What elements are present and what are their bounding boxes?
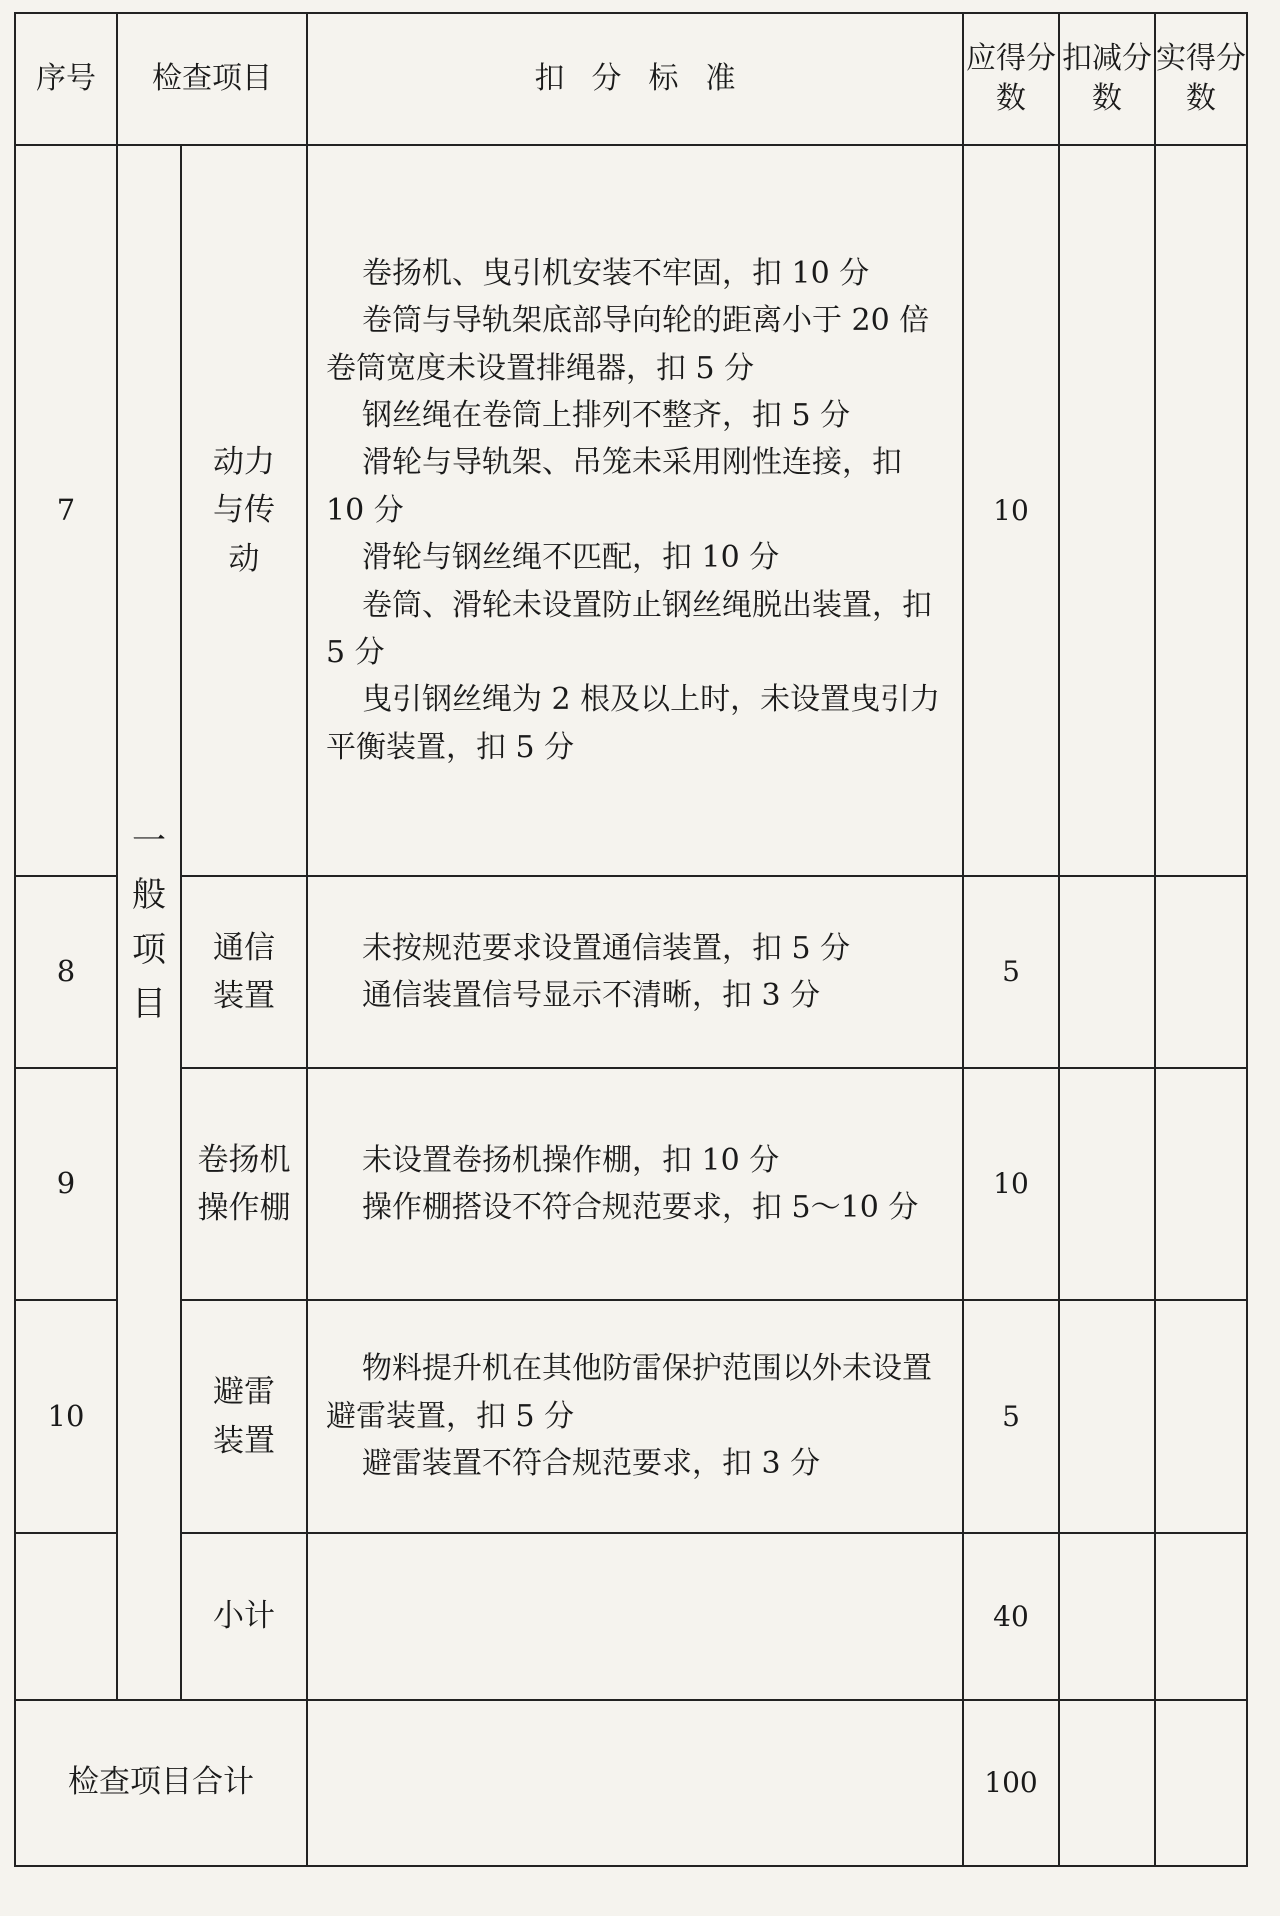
row-actual-score — [1155, 1068, 1247, 1300]
row-item — [181, 1300, 307, 1533]
row-deduct-score — [1059, 876, 1155, 1068]
row-item-text: 卷扬机操作棚 — [197, 1141, 291, 1226]
standard-line: 避雷装置不符合规范要求，扣 3 分 — [362, 1446, 821, 1482]
header-actual-score: 实得分数 — [1155, 13, 1247, 145]
category-char: 目 — [132, 983, 166, 1024]
standard-line: 曳引钢丝绳为 2 根及以上时，未设置曳引力平衡装置，扣 5 分 — [326, 682, 941, 765]
row-standards — [307, 145, 963, 876]
total-deduct — [1059, 1700, 1155, 1866]
subtotal-score: 40 — [963, 1533, 1059, 1700]
category-cell — [117, 145, 181, 1700]
row-due-score: 10 — [963, 145, 1059, 876]
table-row — [15, 1300, 1247, 1533]
total-label: 检查项目合计 — [15, 1700, 307, 1866]
standard-line: 操作棚搭设不符合规范要求，扣 5～10 分 — [362, 1190, 919, 1225]
total-actual — [1155, 1700, 1247, 1866]
subtotal-standards — [307, 1533, 963, 1700]
standard-line: 卷筒、滑轮未设置防止钢丝绳脱出装置，扣 5 分 — [326, 587, 932, 670]
header-deduct-score: 扣减分数 — [1059, 13, 1155, 145]
row-actual-score — [1155, 876, 1247, 1068]
row-standards — [307, 1068, 963, 1300]
standard-line: 通信装置信号显示不清晰，扣 3 分 — [362, 978, 821, 1013]
row-actual-score — [1155, 1300, 1247, 1533]
row-due-score: 10 — [963, 1068, 1059, 1300]
standard-line: 卷扬机、曳引机安装不牢固，扣 10 分 — [362, 255, 870, 291]
table-row — [15, 1068, 1247, 1300]
row-standards — [307, 1300, 963, 1533]
row-actual-score — [1155, 145, 1247, 876]
subtotal-actual — [1155, 1533, 1247, 1700]
category-char: 般 — [132, 875, 166, 916]
row-seq: 8 — [15, 876, 117, 1068]
subtotal-seq — [15, 1533, 117, 1700]
standard-line: 钢丝绳在卷筒上排列不整齐，扣 5 分 — [362, 398, 851, 434]
row-seq: 9 — [15, 1068, 117, 1300]
standard-line: 未按规范要求设置通信装置，扣 5 分 — [362, 930, 851, 966]
row-deduct-score — [1059, 1300, 1155, 1533]
row-due-score: 5 — [963, 1300, 1059, 1533]
standard-line: 物料提升机在其他防雷保护范围以外未设置避雷装置，扣 5 分 — [326, 1351, 932, 1434]
total-score: 100 — [963, 1700, 1059, 1866]
inspection-table — [14, 12, 1248, 1867]
row-item — [181, 145, 307, 876]
row-due-score: 5 — [963, 876, 1059, 1068]
category-label — [118, 814, 180, 1032]
row-item — [181, 1068, 307, 1300]
row-item-text: 动力与传动 — [213, 444, 275, 577]
row-standards — [307, 876, 963, 1068]
row-deduct-score — [1059, 145, 1155, 876]
total-row — [15, 1700, 1247, 1866]
row-item-text: 避雷装置 — [213, 1374, 275, 1459]
total-standards — [307, 1700, 963, 1866]
row-seq: 10 — [15, 1300, 117, 1533]
header-due-score: 应得分数 — [963, 13, 1059, 145]
standard-line: 滑轮与导轨架、吊笼未采用刚性连接，扣 10 分 — [326, 445, 902, 528]
subtotal-label: 小计 — [181, 1533, 307, 1700]
row-seq: 7 — [15, 145, 117, 876]
row-deduct-score — [1059, 1068, 1155, 1300]
header-item: 检查项目 — [117, 13, 307, 145]
row-item — [181, 876, 307, 1068]
category-char: 项 — [132, 929, 166, 970]
table-row — [15, 876, 1247, 1068]
header-seq: 序号 — [15, 13, 117, 145]
header-row — [15, 13, 1247, 145]
standard-line: 未设置卷扬机操作棚，扣 10 分 — [362, 1142, 780, 1178]
standard-line: 滑轮与钢丝绳不匹配，扣 10 分 — [362, 540, 780, 576]
row-item-text: 通信装置 — [213, 929, 275, 1014]
subtotal-deduct — [1059, 1533, 1155, 1700]
category-char: 一 — [132, 820, 166, 861]
table-row — [15, 145, 1247, 876]
header-standard: 扣分标准 — [307, 13, 963, 145]
standard-line: 卷筒与导轨架底部导向轮的距离小于 20 倍卷筒宽度未设置排绳器，扣 5 分 — [326, 303, 930, 386]
subtotal-row — [15, 1533, 1247, 1700]
